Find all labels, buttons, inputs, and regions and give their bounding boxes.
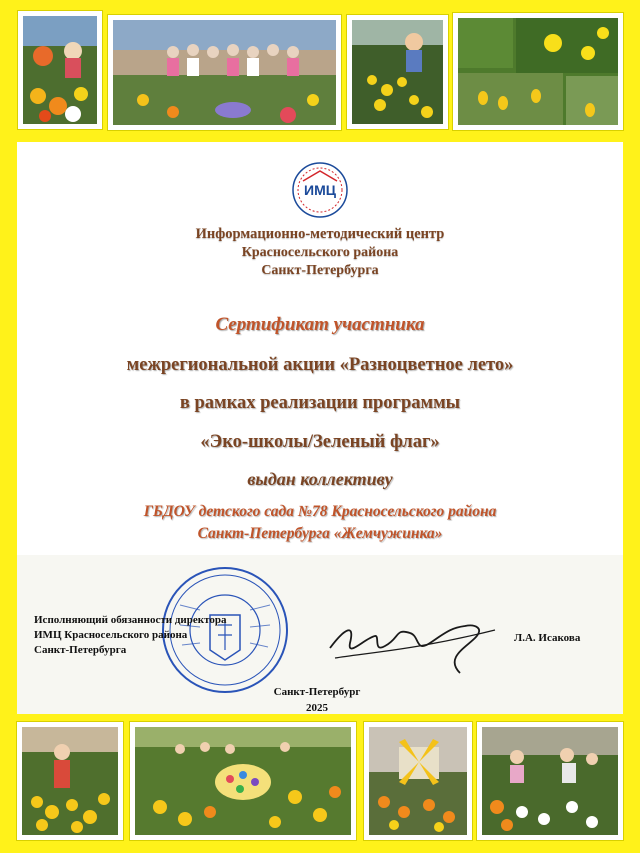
- signatory-block: [34, 613, 226, 658]
- recipient-line-1: ГБДОУ детского сада №78 Красносельского района: [143, 503, 497, 520]
- photo-bottom-4: [477, 722, 623, 840]
- header-line-3: Санкт-Петербурга: [261, 263, 379, 278]
- certificate-title: Сертификат участника: [215, 314, 425, 335]
- header-line-1: Информационно-методический центр: [195, 226, 445, 242]
- certificate-line-3: «Эко-школы/Зеленый флаг»: [200, 432, 440, 452]
- footer-year: 2025: [306, 702, 328, 714]
- signatory-role-3: Санкт-Петербурга: [34, 644, 127, 656]
- photo-top-3: [347, 15, 448, 129]
- certificate-line-1: межрегиональной акции «Разноцветное лето»: [126, 355, 514, 375]
- recipient-line-2: Санкт-Петербурга «Жемчужинка»: [197, 525, 443, 542]
- footer-city: Санкт-Петербург: [273, 686, 361, 698]
- certificate-line-2: в рамках реализации программы: [179, 393, 461, 413]
- photo-top-1: [18, 11, 102, 129]
- logo-text: ИМЦ: [304, 182, 336, 198]
- footer-place: [262, 684, 372, 716]
- photo-top-4: [453, 13, 623, 130]
- photo-top-2: [108, 15, 341, 130]
- photo-bottom-1: [17, 722, 123, 840]
- signatory-role-2: ИМЦ Красносельского района: [34, 629, 188, 641]
- signatory-name: Л.А. Исакова: [514, 632, 581, 644]
- header-line-2: Красносельского района: [241, 245, 399, 260]
- signatory-role-1: Исполняющий обязанности директора: [34, 614, 227, 626]
- photo-bottom-3: [364, 722, 472, 840]
- imc-logo-icon: [291, 161, 349, 219]
- issued-label: выдан коллективу: [247, 469, 393, 489]
- handwritten-signature-icon: [325, 608, 505, 678]
- photo-bottom-2: [130, 722, 356, 840]
